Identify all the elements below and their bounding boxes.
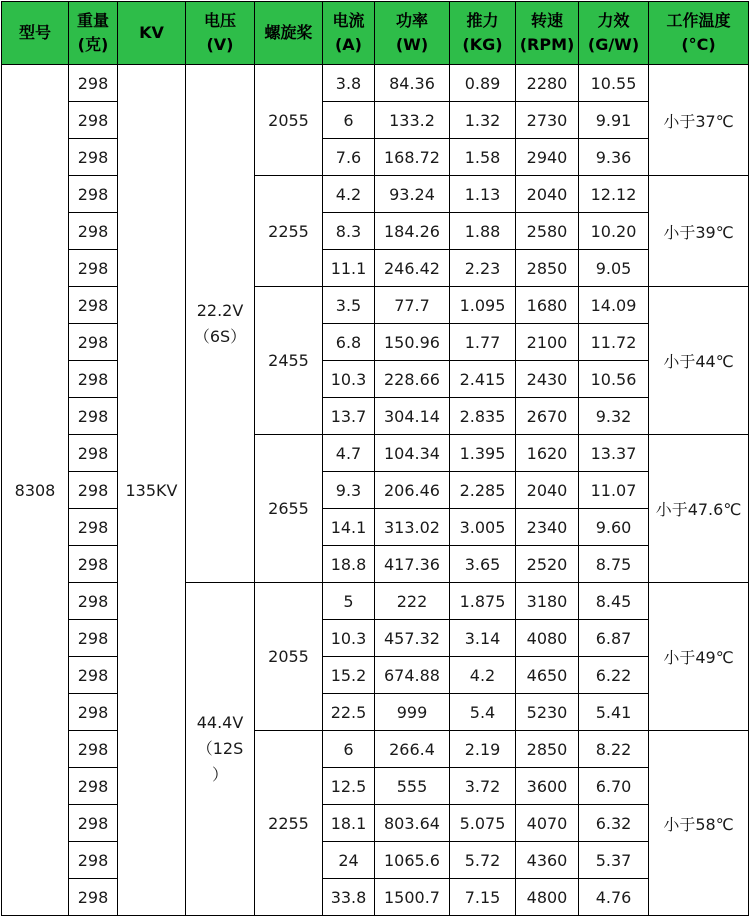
header-temperature [649, 2, 749, 65]
thrust-cell: 4.2 [450, 657, 516, 694]
temperature-cell: 小于47.6℃ [649, 435, 749, 583]
header-line: (RPM) [519, 35, 575, 54]
rpm-cell: 3180 [516, 583, 579, 620]
current-cell: 6 [323, 731, 375, 768]
current-cell: 22.5 [323, 694, 375, 731]
thrust-cell: 3.005 [450, 509, 516, 546]
power-cell: 417.36 [375, 546, 450, 583]
table-row [2, 620, 749, 657]
current-cell: 14.1 [323, 509, 375, 546]
table-row [2, 879, 749, 916]
current-cell: 6.8 [323, 324, 375, 361]
power-cell: 184.26 [375, 213, 450, 250]
header-power [375, 2, 450, 65]
rpm-cell: 2850 [516, 250, 579, 287]
weight-cell: 298 [69, 694, 118, 731]
header-line: (KG) [462, 35, 503, 54]
header-propeller [255, 2, 323, 65]
table-row [2, 583, 749, 620]
weight-cell: 298 [69, 65, 118, 102]
header-row [2, 2, 749, 65]
rpm-cell: 4070 [516, 805, 579, 842]
header-line: 转速 [530, 11, 563, 30]
weight-cell: 298 [69, 324, 118, 361]
rpm-cell: 4650 [516, 657, 579, 694]
table-row [2, 657, 749, 694]
table-row [2, 324, 749, 361]
temperature-cell: 小于58℃ [649, 731, 749, 916]
thrust-cell: 2.415 [450, 361, 516, 398]
header-line: 力效 [597, 11, 630, 30]
header-weight [69, 2, 118, 65]
weight-cell: 298 [69, 139, 118, 176]
efficiency-cell: 6.22 [579, 657, 649, 694]
power-cell: 222 [375, 583, 450, 620]
table-row [2, 139, 749, 176]
kv-cell: 135KV [118, 65, 186, 916]
thrust-cell: 2.23 [450, 250, 516, 287]
thrust-cell: 5.075 [450, 805, 516, 842]
power-cell: 206.46 [375, 472, 450, 509]
header-line: 推力 [466, 11, 499, 30]
power-cell: 168.72 [375, 139, 450, 176]
weight-cell: 298 [69, 768, 118, 805]
thrust-cell: 1.875 [450, 583, 516, 620]
rpm-cell: 2520 [516, 546, 579, 583]
weight-cell: 298 [69, 805, 118, 842]
table-row [2, 102, 749, 139]
power-cell: 1500.7 [375, 879, 450, 916]
current-cell: 33.8 [323, 879, 375, 916]
weight-cell: 298 [69, 842, 118, 879]
rpm-cell: 2430 [516, 361, 579, 398]
rpm-cell: 1680 [516, 287, 579, 324]
thrust-cell: 5.4 [450, 694, 516, 731]
table-row [2, 731, 749, 768]
header-line: (°C) [681, 35, 716, 54]
power-cell: 84.36 [375, 65, 450, 102]
efficiency-cell: 11.72 [579, 324, 649, 361]
header-line: (A) [334, 35, 362, 54]
thrust-cell: 3.72 [450, 768, 516, 805]
rpm-cell: 2340 [516, 509, 579, 546]
current-cell: 4.2 [323, 176, 375, 213]
rpm-cell: 4360 [516, 842, 579, 879]
table-row [2, 287, 749, 324]
efficiency-cell: 5.37 [579, 842, 649, 879]
weight-cell: 298 [69, 361, 118, 398]
header-line: 工作温度 [666, 11, 731, 30]
header-kv [118, 2, 186, 65]
current-cell: 8.3 [323, 213, 375, 250]
efficiency-cell: 12.12 [579, 176, 649, 213]
weight-cell: 298 [69, 398, 118, 435]
weight-cell: 298 [69, 657, 118, 694]
current-cell: 12.5 [323, 768, 375, 805]
header-line: 功率 [395, 11, 428, 30]
rpm-cell: 2100 [516, 324, 579, 361]
current-cell: 10.3 [323, 361, 375, 398]
power-cell: 133.2 [375, 102, 450, 139]
efficiency-cell: 14.09 [579, 287, 649, 324]
table-row [2, 768, 749, 805]
table-row [2, 213, 749, 250]
weight-cell: 298 [69, 250, 118, 287]
power-cell: 555 [375, 768, 450, 805]
header-line: (W) [395, 35, 429, 54]
rpm-cell: 2280 [516, 65, 579, 102]
efficiency-cell: 4.76 [579, 879, 649, 916]
weight-cell: 298 [69, 546, 118, 583]
table-row [2, 694, 749, 731]
efficiency-cell: 9.05 [579, 250, 649, 287]
header-line: (V) [206, 35, 234, 54]
current-cell: 18.1 [323, 805, 375, 842]
power-cell: 999 [375, 694, 450, 731]
weight-cell: 298 [69, 176, 118, 213]
propeller-cell: 2255 [255, 731, 323, 916]
header-line: KV [139, 23, 164, 42]
rpm-cell: 3600 [516, 768, 579, 805]
current-cell: 7.6 [323, 139, 375, 176]
table-row [2, 250, 749, 287]
thrust-cell: 1.58 [450, 139, 516, 176]
weight-cell: 298 [69, 583, 118, 620]
current-cell: 5 [323, 583, 375, 620]
table-body [2, 65, 749, 916]
rpm-cell: 2040 [516, 472, 579, 509]
power-cell: 104.34 [375, 435, 450, 472]
header-line: 螺旋桨 [264, 23, 313, 42]
rpm-cell: 4800 [516, 879, 579, 916]
current-cell: 3.8 [323, 65, 375, 102]
efficiency-cell: 11.07 [579, 472, 649, 509]
efficiency-cell: 10.56 [579, 361, 649, 398]
power-cell: 304.14 [375, 398, 450, 435]
thrust-cell: 1.77 [450, 324, 516, 361]
thrust-cell: 5.72 [450, 842, 516, 879]
table-row [2, 398, 749, 435]
power-cell: 77.7 [375, 287, 450, 324]
rpm-cell: 2730 [516, 102, 579, 139]
table-row [2, 361, 749, 398]
weight-cell: 298 [69, 435, 118, 472]
header-current [323, 2, 375, 65]
thrust-cell: 1.88 [450, 213, 516, 250]
efficiency-cell: 9.36 [579, 139, 649, 176]
thrust-cell: 1.32 [450, 102, 516, 139]
current-cell: 18.8 [323, 546, 375, 583]
propeller-cell: 2655 [255, 435, 323, 583]
thrust-cell: 2.285 [450, 472, 516, 509]
table-row [2, 805, 749, 842]
power-cell: 228.66 [375, 361, 450, 398]
current-cell: 4.7 [323, 435, 375, 472]
efficiency-cell: 9.91 [579, 102, 649, 139]
efficiency-cell: 9.32 [579, 398, 649, 435]
propeller-cell: 2055 [255, 65, 323, 176]
table-row [2, 176, 749, 213]
temperature-cell: 小于39℃ [649, 176, 749, 287]
motor-spec-table [1, 1, 749, 916]
weight-cell: 298 [69, 213, 118, 250]
temperature-cell: 小于49℃ [649, 583, 749, 731]
current-cell: 6 [323, 102, 375, 139]
temperature-cell: 小于37℃ [649, 65, 749, 176]
voltage-line: 22.2V [196, 300, 244, 320]
efficiency-cell: 13.37 [579, 435, 649, 472]
header-line: 电流 [332, 11, 365, 30]
model-cell: 8308 [2, 65, 69, 916]
header-efficiency [579, 2, 649, 65]
efficiency-cell: 9.60 [579, 509, 649, 546]
propeller-cell: 2255 [255, 176, 323, 287]
table-row [2, 65, 749, 102]
header-model [2, 2, 69, 65]
voltage-line: （6S） [193, 326, 247, 346]
voltage-line: （12S [196, 739, 244, 758]
table-row [2, 546, 749, 583]
rpm-cell: 2940 [516, 139, 579, 176]
power-cell: 93.24 [375, 176, 450, 213]
current-cell: 3.5 [323, 287, 375, 324]
efficiency-cell: 10.55 [579, 65, 649, 102]
thrust-cell: 3.65 [450, 546, 516, 583]
weight-cell: 298 [69, 620, 118, 657]
rpm-cell: 4080 [516, 620, 579, 657]
table-row [2, 472, 749, 509]
thrust-cell: 1.395 [450, 435, 516, 472]
thrust-cell: 1.13 [450, 176, 516, 213]
power-cell: 674.88 [375, 657, 450, 694]
weight-cell: 298 [69, 472, 118, 509]
efficiency-cell: 5.41 [579, 694, 649, 731]
thrust-cell: 7.15 [450, 879, 516, 916]
rpm-cell: 2040 [516, 176, 579, 213]
header-line: 电压 [203, 11, 236, 30]
efficiency-cell: 8.75 [579, 546, 649, 583]
weight-cell: 298 [69, 287, 118, 324]
current-cell: 15.2 [323, 657, 375, 694]
header-line: 重量 [76, 11, 109, 30]
power-cell: 313.02 [375, 509, 450, 546]
voltage-line: 44.4V [196, 713, 244, 732]
current-cell: 24 [323, 842, 375, 879]
efficiency-cell: 8.45 [579, 583, 649, 620]
efficiency-cell: 6.32 [579, 805, 649, 842]
efficiency-cell: 6.87 [579, 620, 649, 657]
weight-cell: 298 [69, 731, 118, 768]
temperature-cell: 小于44℃ [649, 287, 749, 435]
rpm-cell: 2850 [516, 731, 579, 768]
header-rpm [516, 2, 579, 65]
header-line: 型号 [18, 23, 51, 42]
header-thrust [450, 2, 516, 65]
power-cell: 266.4 [375, 731, 450, 768]
weight-cell: 298 [69, 102, 118, 139]
power-cell: 246.42 [375, 250, 450, 287]
thrust-cell: 2.19 [450, 731, 516, 768]
current-cell: 9.3 [323, 472, 375, 509]
thrust-cell: 3.14 [450, 620, 516, 657]
rpm-cell: 2580 [516, 213, 579, 250]
table-row [2, 842, 749, 879]
table-row [2, 509, 749, 546]
voltage-cell [186, 65, 255, 583]
voltage-line: ） [211, 765, 228, 784]
weight-cell: 298 [69, 509, 118, 546]
table-row [2, 435, 749, 472]
header-line: (克) [77, 35, 109, 54]
power-cell: 1065.6 [375, 842, 450, 879]
weight-cell: 298 [69, 879, 118, 916]
propeller-cell: 2055 [255, 583, 323, 731]
header-voltage [186, 2, 255, 65]
current-cell: 10.3 [323, 620, 375, 657]
thrust-cell: 0.89 [450, 65, 516, 102]
power-cell: 457.32 [375, 620, 450, 657]
propeller-cell: 2455 [255, 287, 323, 435]
rpm-cell: 1620 [516, 435, 579, 472]
current-cell: 11.1 [323, 250, 375, 287]
power-cell: 803.64 [375, 805, 450, 842]
voltage-cell [186, 583, 255, 916]
efficiency-cell: 10.20 [579, 213, 649, 250]
thrust-cell: 1.095 [450, 287, 516, 324]
current-cell: 13.7 [323, 398, 375, 435]
rpm-cell: 5230 [516, 694, 579, 731]
thrust-cell: 2.835 [450, 398, 516, 435]
header-line: (G/W) [587, 35, 640, 54]
efficiency-cell: 6.70 [579, 768, 649, 805]
power-cell: 150.96 [375, 324, 450, 361]
efficiency-cell: 8.22 [579, 731, 649, 768]
rpm-cell: 2670 [516, 398, 579, 435]
